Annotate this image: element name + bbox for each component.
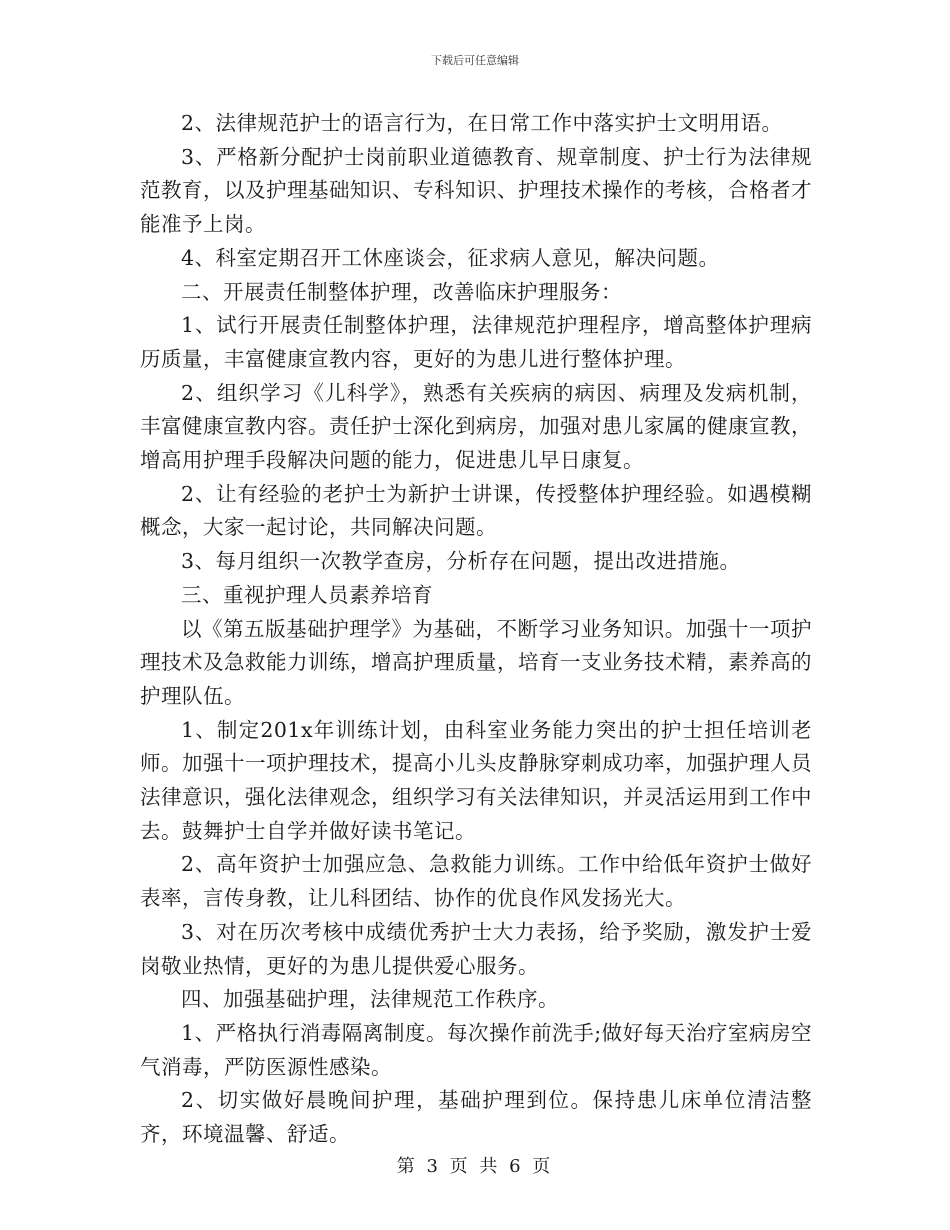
section-heading: 四、加强基础护理，法律规范工作秩序。	[181, 987, 559, 1012]
paragraph: 2、组织学习《儿科学》，熟悉有关疾病的病因、病理及发病机制，丰富健康宣教内容。责任护士深化到病房，加强对患儿家属的健康宣教，增高用护理手段解决问题的能力，促进患儿早日康复。	[140, 380, 812, 473]
paragraph: 1、制定201x年训练计划，由科室业务能力突出的护士担任培训老师。加强十一项护理技术，提高小儿头皮静脉穿刺成功率，加强护理人员法律意识，强化法律观念，组织学习有关法律知识，并灵活运用到工作中去。鼓舞护士自学并做好读书笔记。	[140, 717, 812, 843]
paragraph: 2、让有经验的老护士为新护士讲课，传授整体护理经验。如遇模糊概念，大家一起讨论，共同解决问题。	[140, 481, 812, 540]
paragraph: 2、切实做好晨晚间护理，基础护理到位。保持患儿床单位清洁整齐，环境温馨、舒适。	[140, 1088, 812, 1147]
paragraph: 以《第五版基础护理学》为基础，不断学习业务知识。加强十一项护理技术及急救能力训练，增高护理质量，培育一支业务技术精，素养高的护理队伍。	[140, 616, 812, 708]
paragraph: 4、科室定期召开工休座谈会，征求病人意见，解决问题。	[181, 245, 720, 270]
page-header: 下载后可任意编辑	[431, 54, 519, 67]
paragraph: 1、试行开展责任制整体护理，法律规范护理程序，增高整体护理病历质量，丰富健康宣教内容，更好的为患儿进行整体护理。	[140, 313, 812, 371]
paragraph: 3、严格新分配护士岗前职业道德教育、规章制度、护士行为法律规范教育，以及护理基础知识、专科知识、护理技术操作的考核，合格者才能准予上岗。	[140, 144, 812, 237]
paragraph: 3、对在历次考核中成绩优秀护士大力表扬，给予奖励，激发护士爱岗敬业热情，更好的为患儿提供爱心服务。	[140, 919, 812, 978]
paragraph: 2、法律规范护士的语言行为，在日常工作中落实护士文明用语。	[181, 111, 783, 135]
page-number: 第 3 页 共 6 页	[396, 1156, 554, 1177]
paragraph: 2、高年资护士加强应急、急救能力训练。工作中给低年资护士做好表率，言传身教，让儿科团结、协作的优良作风发扬光大。	[140, 852, 812, 911]
paragraph: 3、每月组织一次教学查房，分析存在问题，提出改进措施。	[181, 549, 741, 574]
paragraph: 1、严格执行消毒隔离制度。每次操作前洗手;做好每天治疗室病房空气消毒，严防医源性感染。	[140, 1020, 812, 1079]
section-heading: 二、开展责任制整体护理，改善临床护理服务：	[181, 279, 622, 304]
document-body	[140, 107, 812, 1152]
section-heading: 三、重视护理人员素养培育	[181, 582, 433, 607]
